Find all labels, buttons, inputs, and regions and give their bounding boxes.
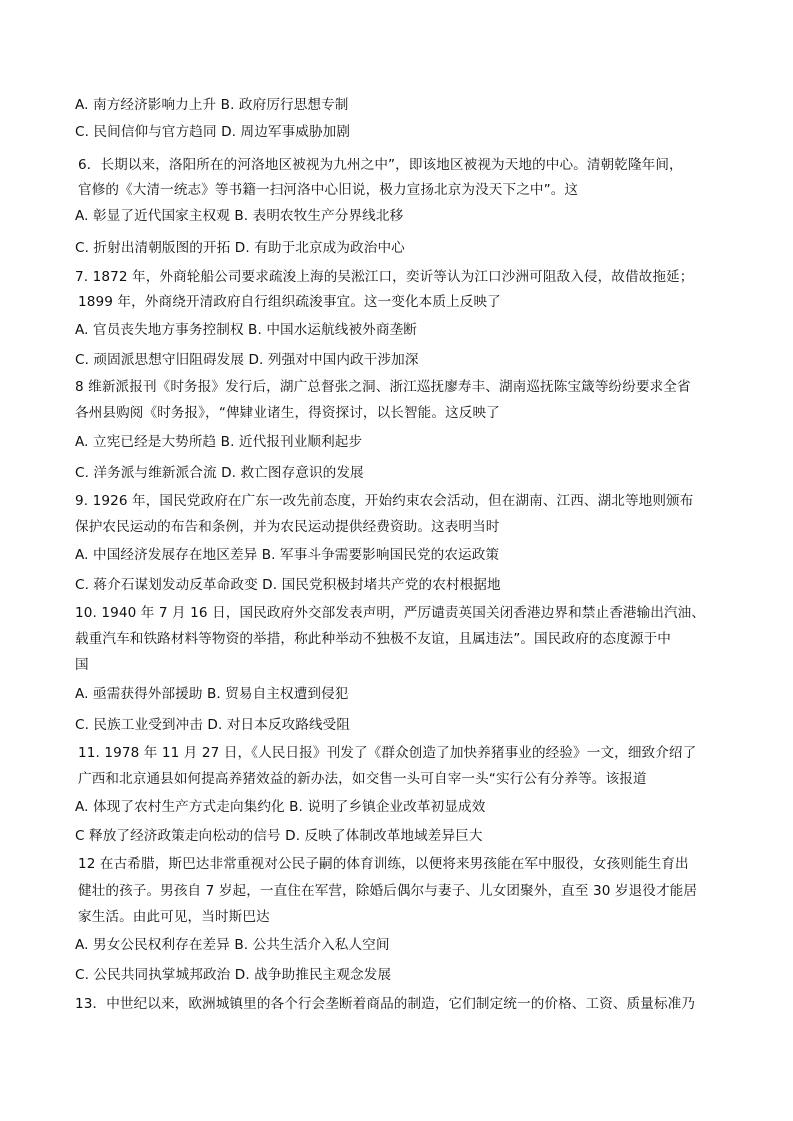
- q6-option-ab: A. 彰显了近代国家主权观 B. 表明农牧生产分界线北移: [75, 208, 404, 224]
- q10-stem-line-1: 10. 1940 年 7 月 16 日，国民政府外交部发表声明，严厉谴责英国关闭香港边界和禁止香港输出汽油、: [75, 605, 706, 621]
- q8-stem-line-1: 8 维新派报刊《时务报》发行后，湖广总督张之洞、浙江巡抚廖寿丰、湖南巡抚陈宝箴等纷纷要求全省: [75, 379, 691, 395]
- q11-stem-line-1: 11. 1978 年 11 月 27 日，《人民日报》刊发了《群众创造了加快养猪事业的经验》一文，细致介绍了: [78, 745, 697, 761]
- q13-stem-line-1: 13．中世纪以来，欧洲城镇里的各个行会垄断着商品的制造，它们制定统一的价格、工资、质量标准乃: [75, 996, 696, 1012]
- q7-option-ab: A. 官员丧失地方事务控制权 B. 中国水运航线被外商垄断: [75, 322, 417, 338]
- q10-option-cd: C. 民族工业受到冲击 D. 对日本反攻路线受阻: [75, 717, 351, 733]
- q6-stem-line-1: 6．长期以来，洛阳所在的河洛地区被视为九州之中”，即该地区被视为天地的中心。清朝乾隆年间，: [78, 157, 683, 173]
- q7-option-cd: C. 顽固派思想守旧阻碍发展 D. 列强对中国内政干涉加深: [75, 352, 419, 368]
- q12-stem-line-3: 家生活。由此可见，当时斯巴达: [78, 909, 270, 925]
- q9-option-ab: A. 中国经济发展存在地区差异 B. 军事斗争需要影响国民党的农运政策: [75, 547, 500, 563]
- q5-option-cd: C. 民间信仰与官方趋同 D. 周边军事威胁加剧: [75, 124, 351, 140]
- q7-stem-line-2: 1899 年，外商绕开清政府自行组织疏浚事宜。这一变化本质上反映了: [78, 294, 501, 310]
- q8-stem-line-2: 各州县购阅《时务报》，“俾肄业诸生，得资探讨，以长智能。这反映了: [75, 405, 500, 421]
- q9-stem-line-1: 9. 1926 年，国民党政府在广东一改先前态度，开始约束农会活动，但在湖南、江西、湖北等地则颁布: [75, 493, 694, 509]
- q12-stem-line-1: 12 在古希腊，斯巴达非常重视对公民子嗣的体育训练，以便将来男孩能在军中服役，女孩则能生育出: [78, 856, 689, 872]
- q10-stem-line-2: 载重汽车和铁路材料等物资的举措，称此种举动不独极不友谊，且属违法”。国民政府的态度源于中: [75, 631, 671, 647]
- q8-option-cd: C. 洋务派与维新派合流 D. 救亡图存意识的发展: [75, 465, 364, 481]
- q10-option-ab: A. 亟需获得外部援助 B. 贸易自主权遭到侵犯: [75, 686, 349, 702]
- q9-option-cd: C. 蒋介石谋划发动反革命政变 D. 国民党积极封堵共产党的农村根据地: [75, 577, 501, 593]
- q9-stem-line-2: 保护农民运动的布告和条例，并为农民运动提供经费资助。这表明当时: [75, 519, 500, 535]
- q5-option-ab: A. 南方经济影响力上升 B. 政府厉行思想专制: [75, 97, 349, 113]
- q12-stem-line-2: 健壮的孩子。男孩自 7 岁起，一直住在军营，除婚后偶尔与妻子、儿女团聚外，直至 30 岁退役才能居: [78, 883, 698, 899]
- q10-stem-line-3: 国: [75, 657, 89, 673]
- q12-option-cd: C. 公民共同执掌城邦政治 D. 战争助推民主观念发展: [75, 967, 392, 983]
- q11-option-ab: A. 体现了农村生产方式走向集约化 B. 说明了乡镇企业改革初显成效: [75, 799, 486, 815]
- q11-stem-line-2: 广西和北京通县如何提高养猪效益的新办法，如交售一头可自宰一头“实行公有分养等。该报道: [78, 771, 647, 787]
- q8-option-ab: A. 立宪已经是大势所趋 B. 近代报刊业顺利起步: [75, 434, 363, 450]
- q6-stem-line-2: 官修的《大清一统志》等书籍一扫河洛中心旧说，极力宣扬北京为没天下之中”。这: [78, 182, 579, 198]
- q11-option-cd: C 释放了经济政策走向松动的信号 D. 反映了体制改革地域差异巨大: [75, 828, 483, 844]
- q6-option-cd: C. 折射出清朝版图的开拓 D. 有助于北京成为政治中心: [75, 240, 405, 256]
- q12-option-ab: A. 男女公民权利存在差异 B. 公共生活介入私人空间: [75, 937, 390, 953]
- q7-stem-line-1: 7. 1872 年，外商轮船公司要求疏浚上海的吴淞江口，奕䜣等认为江口沙洲可阻敌入侵，故借故拖延；: [75, 269, 694, 285]
